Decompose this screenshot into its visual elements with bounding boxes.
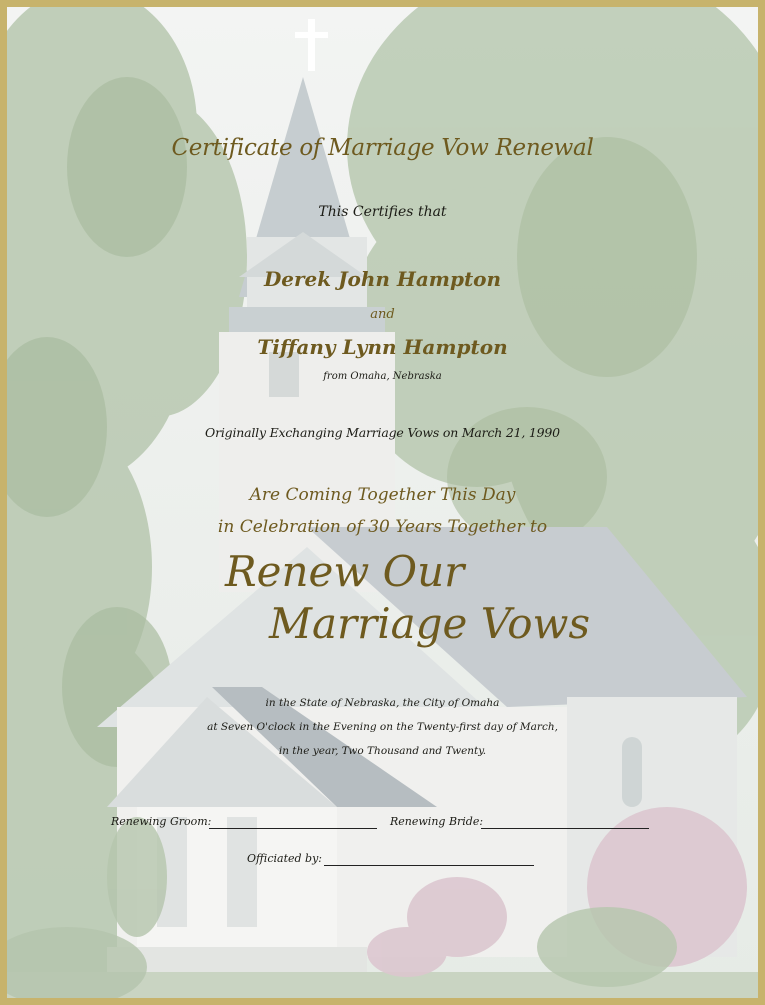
and-text: and xyxy=(370,307,395,322)
headline-line2: Marriage Vows xyxy=(269,599,591,648)
celebration-text: in Celebration of 30 Years Together to xyxy=(217,517,548,537)
bride-name: Tiffany Lynn Hampton xyxy=(257,335,508,359)
headline-line1: Renew Our xyxy=(225,547,465,596)
groom-signature-label: Renewing Groom: xyxy=(111,815,212,828)
certifies-text: This Certifies that xyxy=(318,204,447,220)
coming-together-text: Are Coming Together This Day xyxy=(249,485,516,505)
bride-signature-line[interactable] xyxy=(481,828,649,829)
groom-signature-line[interactable] xyxy=(209,828,377,829)
officiant-signature-line[interactable] xyxy=(324,865,534,866)
certificate-text xyxy=(7,7,758,998)
time-text: at Seven O'clock in the Evening on the Twenty-first day of March, xyxy=(207,721,558,733)
year-text: in the year, Two Thousand and Twenty. xyxy=(278,745,487,757)
groom-name: Derek John Hampton xyxy=(263,267,502,291)
bride-signature-label: Renewing Bride: xyxy=(390,815,484,828)
certificate-title: Certificate of Marriage Vow Renewal xyxy=(171,135,594,161)
location-text: in the State of Nebraska, the City of Omaha xyxy=(265,697,500,709)
officiant-signature-label: Officiated by: xyxy=(247,852,322,865)
original-vows-text: Originally Exchanging Marriage Vows on March 21, 1990 xyxy=(205,425,560,440)
hometown-text: from Omaha, Nebraska xyxy=(323,371,442,382)
